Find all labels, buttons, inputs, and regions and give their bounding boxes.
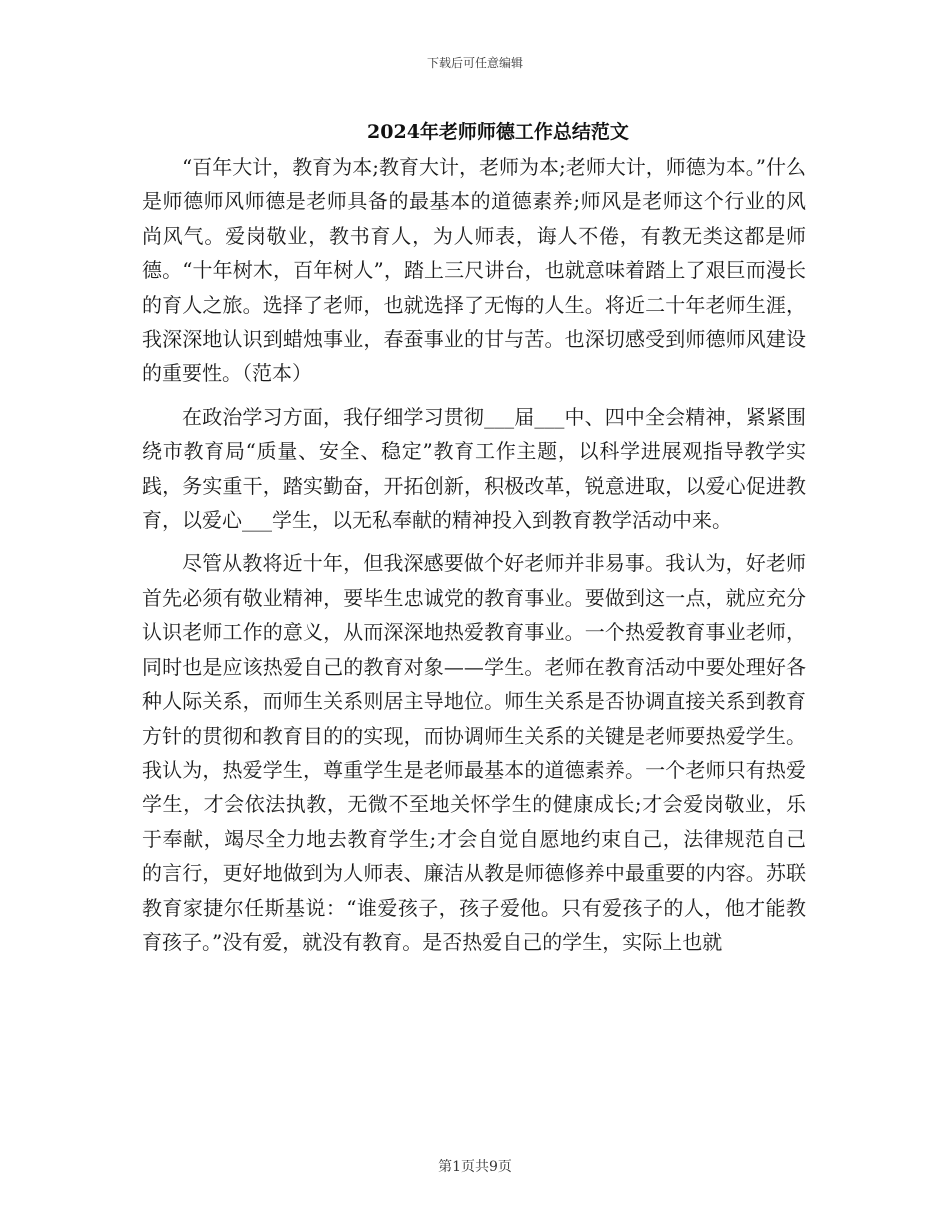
paragraph-1: “百年大计，教育为本;教育大计，老师为本;老师大计，师德为本。”什么是师德师风师德是老师具备的最基本的道德素养;师风是老师这个行业的风尚风气。爱岗敬业，教书育人，为人师表，诲人不倦，有教无类这都是师德。“十年树木，百年树人”，踏上三尺讲台，也就意味着踏上了艰巨而漫长的育人之旅。选择了老师，也就选择了无悔的人生。将近二十年老师生涯，我深深地认识到蜡烛事业，春蚕事业的甘与苦。也深切感受到师德师风建设的重要性。（范本） (142, 155, 806, 386)
document-title: 2024年老师师德工作总结范文 (367, 121, 629, 143)
document-body (142, 150, 806, 959)
paragraph-3: 尽管从教将近十年，但我深感要做个好老师并非易事。我认为，好老师首先必须有敬业精神，要毕生忠诚党的教育事业。要做到这一点，就应充分认识老师工作的意义，从而深深地热爱教育事业。一个热爱教育事业老师，同时也是应该热爱自己的教育对象——学生。老师在教育活动中要处理好各种人际关系，而师生关系则居主导地位。师生关系是否协调直接关系到教育方针的贯彻和教育目的的实现，而协调师生关系的关键是老师要热爱学生。我认为，热爱学生，尊重学生是老师最基本的道德素养。一个老师只有热爱学生，才会依法执教，无微不至地关怀学生的健康成长;才会爱岗敬业，乐于奉献，竭尽全力地去教育学生;才会自觉自愿地约束自己，法律规范自己的言行，更好地做到为人师表、廉洁从教是师德修养中最重要的内容。苏联教育家捷尔任斯基说：“谁爱孩子，孩子爱他。只有爱孩子的人，他才能教育孩子。”没有爱，就没有教育。是否热爱自己的学生，实际上也就 (142, 551, 806, 954)
header-note: 下载后可任意编辑 (426, 56, 523, 70)
page-footer: 第1页共9页 (438, 1159, 512, 1175)
paragraph-2: 在政治学习方面，我仔细学习贯彻___届___中、四中全会精神，紧紧围绕市教育局“质量、安全、稳定”教育工作主题，以科学进展观指导教学实践，务实重干，踏实勤奋，开拓创新，积极改革，锐意进取，以爱心促进教育，以爱心___学生，以无私奉献的精神投入到教育教学活动中来。 (142, 404, 806, 533)
